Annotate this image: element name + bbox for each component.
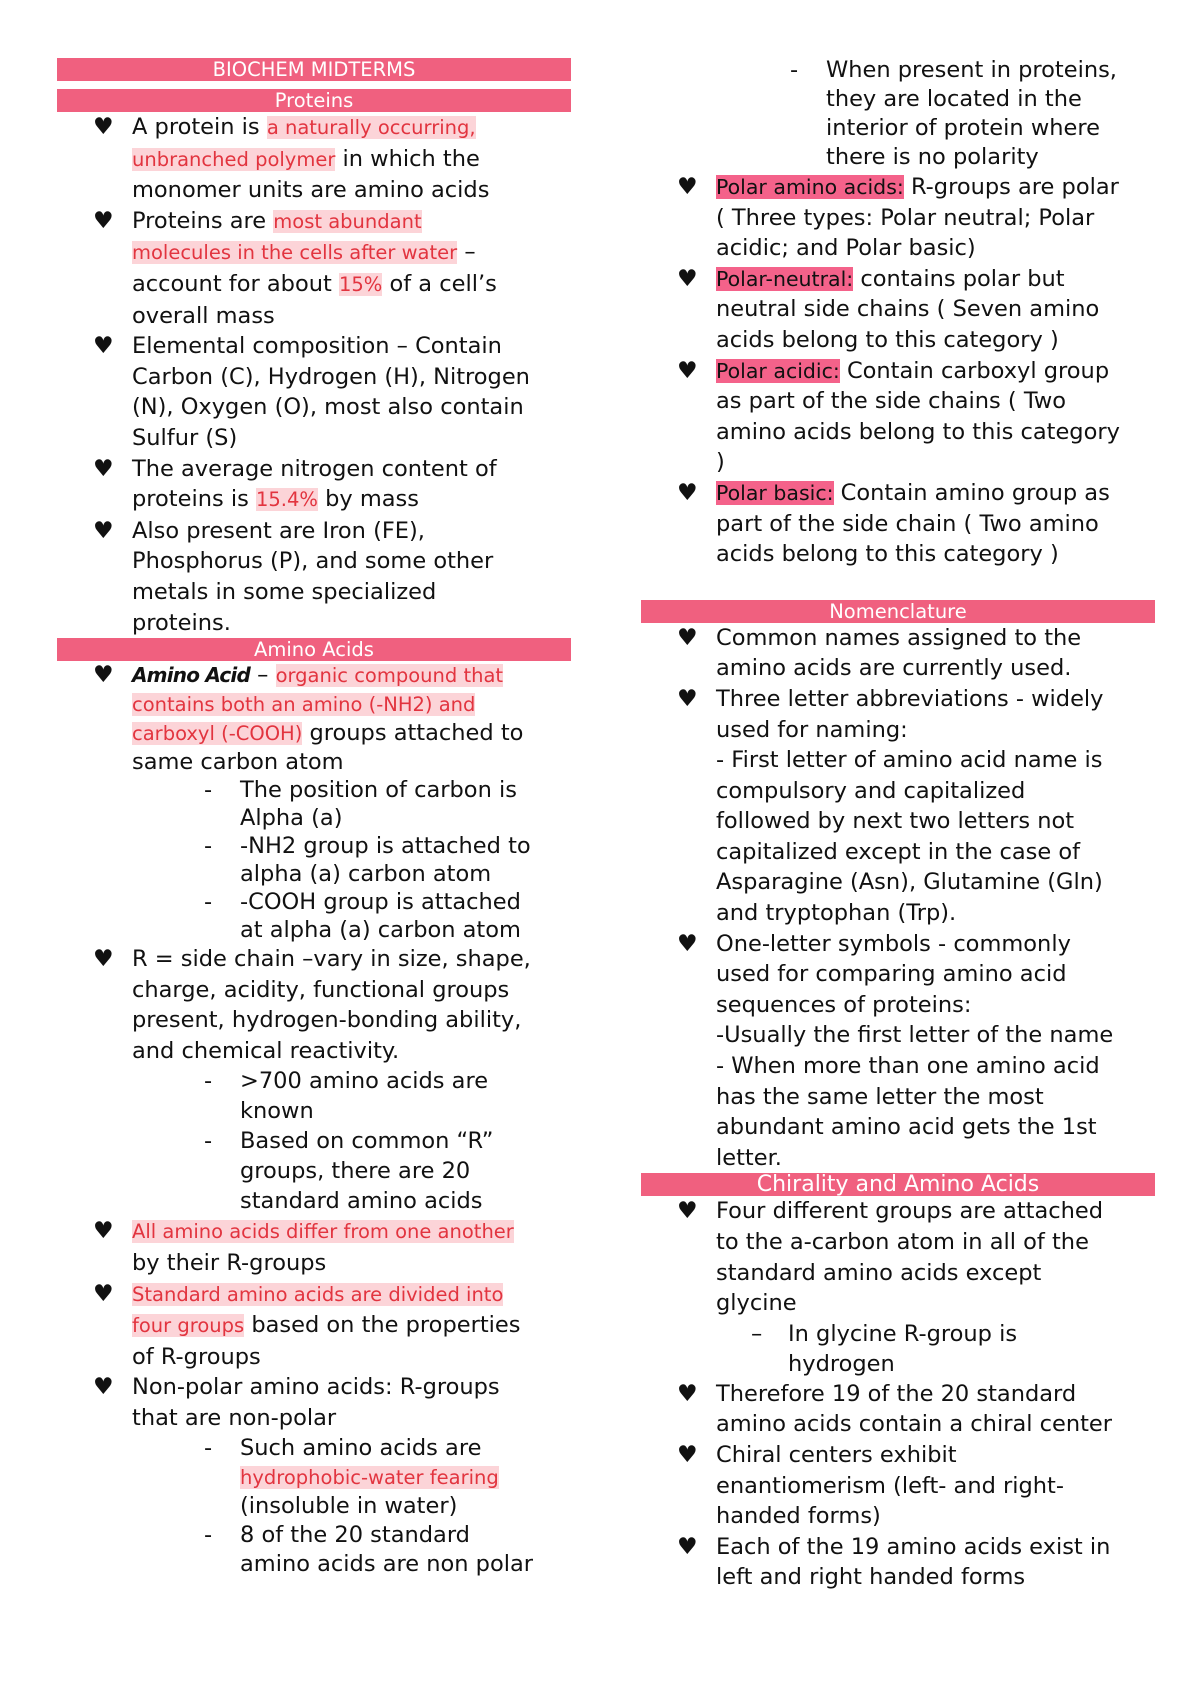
heart-bullet-icon: ♥ [677,265,698,292]
section-header-amino-acids: Amino Acids [57,638,571,661]
heart-bullet-icon: ♥ [93,662,114,689]
list-item: ♥ Chiral centers exhibit enantiomerism (left- and right- handed forms) [677,1441,1065,1530]
sub-list-item: - -NH2 group is attached to alpha (a) carbon atom [204,833,531,888]
section-header-proteins: Proteins [57,89,571,112]
list-item: ♥ Polar-neutral: contains polar but neutral side chains ( Seven amino acids belong to this category ) [677,265,1100,353]
document-title: BIOCHEM MIDTERMS [57,58,571,81]
heart-bullet-icon: ♥ [677,685,698,712]
highlight: Standard amino acids are divided into [132,1282,504,1306]
highlight: hydrophobic-water fearing [240,1465,499,1489]
heart-bullet-icon: ♥ [93,1374,114,1401]
list-item: ♥ Polar acidic: Contain carboxyl group as part of the side chains ( Two amino acids belong to this category ) [677,357,1120,476]
sub-list-item: - Such amino acids are hydrophobic-water fearing (insoluble in water) [204,1434,499,1519]
heart-bullet-icon: ♥ [677,174,698,200]
highlight: Polar amino acids: [716,175,904,199]
highlight: All amino acids differ from one another [132,1220,514,1244]
highlight: organic compound that [275,664,504,688]
heart-bullet-icon: ♥ [677,1441,698,1468]
sub-list-item: - -COOH group is attached at alpha (a) carbon atom [204,889,521,944]
list-item: ♥ One-letter symbols - commonly used for comparing amino acid sequences of proteins: -Usually the first letter of the name - When more than one amino acid has the same letter the most abundant amino acid gets the 1st letter. [677,930,1114,1171]
highlight: unbranched polymer [132,147,336,171]
list-item: ♥ Elemental composition – Contain Carbon (C), Hydrogen (H), Nitrogen (N), Oxygen (O), most also contain Sulfur (S) [93,333,530,451]
list-item: ♥ All amino acids differ from one another by their R-groups [93,1218,514,1277]
heart-bullet-icon: ♥ [677,1533,698,1560]
sub-list-item: - Based on common “R” groups, there are 20 standard amino acids [204,1128,494,1215]
highlight: most abundant [273,209,422,233]
heart-bullet-icon: ♥ [677,1198,698,1225]
sub-list-item: - 8 of the 20 standard amino acids are non polar [204,1521,534,1577]
section-header-chirality: Chirality and Amino Acids [641,1173,1155,1196]
term-amino-acid: Amino Acid [132,663,251,688]
list-item: ♥ Polar amino acids: R-groups are polar ( Three types: Polar neutral; Polar acidic; and Polar basic) [677,174,1119,262]
heart-bullet-icon: ♥ [677,624,698,651]
highlight: contains both an amino (-NH2) and [132,693,476,717]
heart-bullet-icon: ♥ [677,930,698,957]
heart-bullet-icon: ♥ [677,357,698,384]
highlight: Polar basic: [716,480,834,505]
highlight: 15.4% [255,488,318,512]
right-column [641,56,1155,1593]
list-item: ♥ A protein is a naturally occurring, unbranched polymer in which the monomer units are amino acids [93,114,490,204]
left-column [57,58,571,1579]
heart-bullet-icon: ♥ [93,333,114,360]
highlight: Polar-neutral: [716,266,854,291]
list-item: ♥ Also present are Iron (FE), Phosphorus (P), and some other metals in some specialized proteins. [93,517,494,636]
list-item: ♥ Three letter abbreviations - widely used for naming: - First letter of amino acid name is compulsory and capitalized followed by next two letters not capitalized except in the case of Asparagine (Asn), Glutamine (Gln) and tryptophan (Trp). [677,685,1104,927]
heart-bullet-icon: ♥ [677,1380,698,1407]
sub-list-item: - When present in proteins, they are located in the interior of protein where there is no polarity [790,57,1117,170]
heart-bullet-icon: ♥ [93,1280,114,1307]
sub-list-item: - >700 amino acids are known [204,1068,489,1125]
heart-bullet-icon: ♥ [93,114,114,140]
list-item: ♥ R = side chain –vary in size, shape, charge, acidity, functional groups present, hydrogen-bonding ability, and chemical reactivity. [93,946,531,1064]
heart-bullet-icon: ♥ [93,455,114,482]
highlight: Polar acidic: [716,358,840,383]
highlight: four groups [132,1314,245,1338]
list-item: ♥ Non-polar amino acids: R-groups that are non-polar [93,1374,500,1432]
heart-bullet-icon: ♥ [93,946,114,973]
section-header-nomenclature: Nomenclature [641,600,1155,623]
list-item: ♥ Four different groups are attached to the a-carbon atom in all of the standard amino acids except glycine [677,1198,1104,1317]
list-item: ♥ Therefore 19 of the 20 standard amino acids contain a chiral center [677,1380,1113,1438]
highlight: 15% [338,272,383,296]
list-item: ♥ The average nitrogen content of proteins is 15.4% by mass [93,455,497,513]
list-item: ♥ Common names assigned to the amino acids are currently used. [677,624,1082,682]
heart-bullet-icon: ♥ [93,517,114,544]
list-item: ♥ Amino Acid – organic compound that contains both an amino (-NH2) and carboxyl (-COOH) groups attached to same carbon atom [93,662,524,776]
highlight: molecules in the cells after water [132,241,458,265]
highlight: a naturally occurring, [266,116,476,139]
list-item: ♥ Standard amino acids are divided into four groups based on the properties of R-groups [93,1280,521,1370]
heart-bullet-icon: ♥ [93,1218,114,1245]
list-item: ♥ Each of the 19 amino acids exist in left and right handed forms [677,1533,1111,1591]
heart-bullet-icon: ♥ [677,479,698,506]
heart-bullet-icon: ♥ [93,207,114,234]
sub-list-item: – In glycine R-group is hydrogen [751,1320,1018,1377]
sub-list-item: - The position of carbon is Alpha (a) [204,777,517,832]
highlight: carboxyl (-COOH) [132,722,303,746]
list-item: ♥ Proteins are most abundant molecules in the cells after water – account for about 15% of a cell’s overall mass [93,207,497,329]
list-item: ♥ Polar basic: Contain amino group as part of the side chain ( Two amino acids belong to this category ) [677,479,1110,568]
